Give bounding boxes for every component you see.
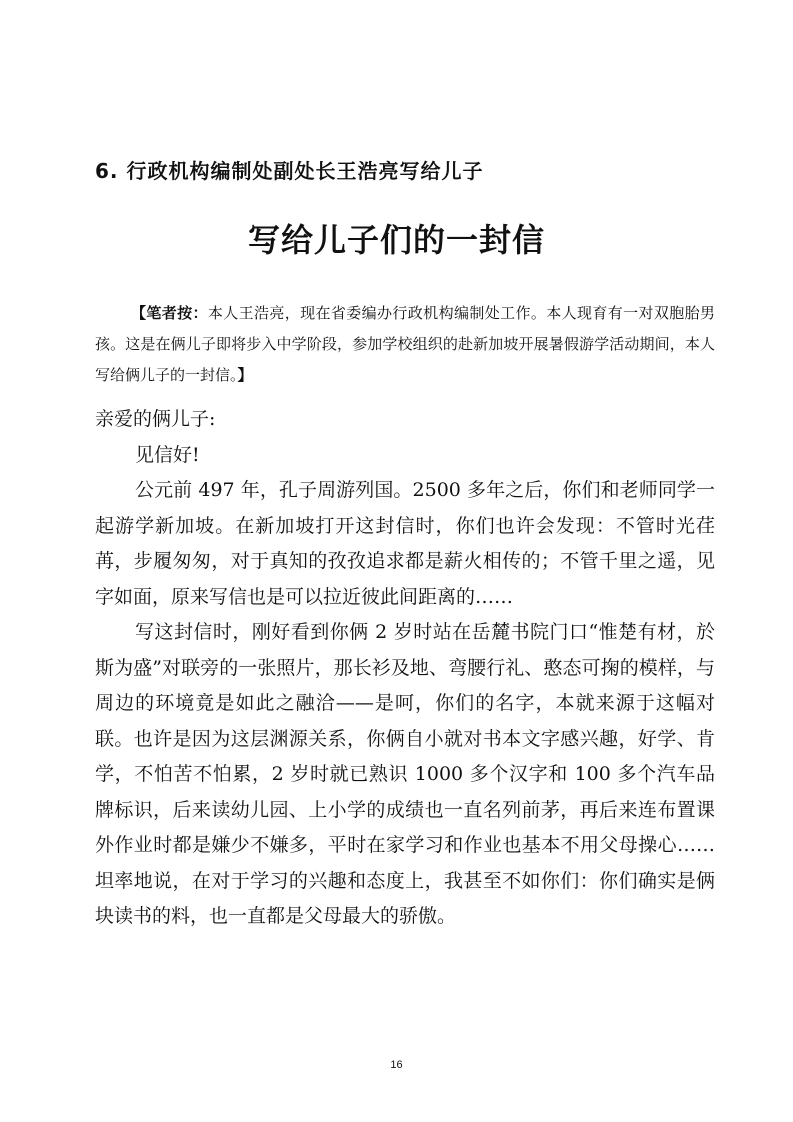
letter-title: 写给儿子们的一封信 [247,221,545,259]
author-note-label: 笔者按： [146,304,208,322]
letter-paragraph: 写这封信时，刚好看到你俩 2 岁时站在岳麓书院门口“惟楚有材，於斯为盛”对联旁的一张照片，那长衫及地、弯腰行礼、憨态可掬的模样，与周边的环境竟是如此之融洽——是呵，你们的名字，本就来源于这幅对联。也许是因为这层渊源关系，你俩自小就对书本文字感兴趣，好学、肯学，不怕苦不怕累，2 岁时就已熟识 1000 多个汉字和 100 多个汽车品牌标识，后来读幼儿园、上小学的成绩也一直名列前茅，再后来连布置课外作业时都是嫌少不嫌多，平时在家学习和作业也基本不用父母操心……坦率地说，在对于学习的兴趣和态度上，我甚至不如你们：你们确实是俩块读书的料，也一直都是父母最大的骄傲。 [95,621,715,927]
author-note-open-bracket: 【 [131,304,147,322]
author-note-close-bracket: 】 [237,366,253,384]
author-note [95,298,715,391]
letter-paragraph: 公元前 497 年，孔子周游列国。2500 多年之后，你们和老师同学一起游学新加坡。在新加坡打开这封信时，你们也许会发现：不管时光荏苒，步履匆匆，对于真知的孜孜追求都是薪火相传的；不管千里之遥，见字如面，原来写信也是可以拉近彼此间距离的…… [95,479,715,608]
section-heading: 6. 行政机构编制处副处长王浩亮写给儿子 [95,159,484,183]
letter-salutation: 亲爱的俩儿子: [95,408,216,430]
page-number: 16 [390,1059,403,1071]
letter-greeting: 见信好! [135,443,200,466]
letter-body [95,402,715,935]
author-note-text: 本人王浩亮，现在省委编办行政机构编制处工作。本人现育有一对双胞胎男孩。这是在俩儿子即将步入中学阶段，参加学校组织的赴新加坡开展暑假游学活动期间，本人写给俩儿子的一封信。 [95,304,715,384]
